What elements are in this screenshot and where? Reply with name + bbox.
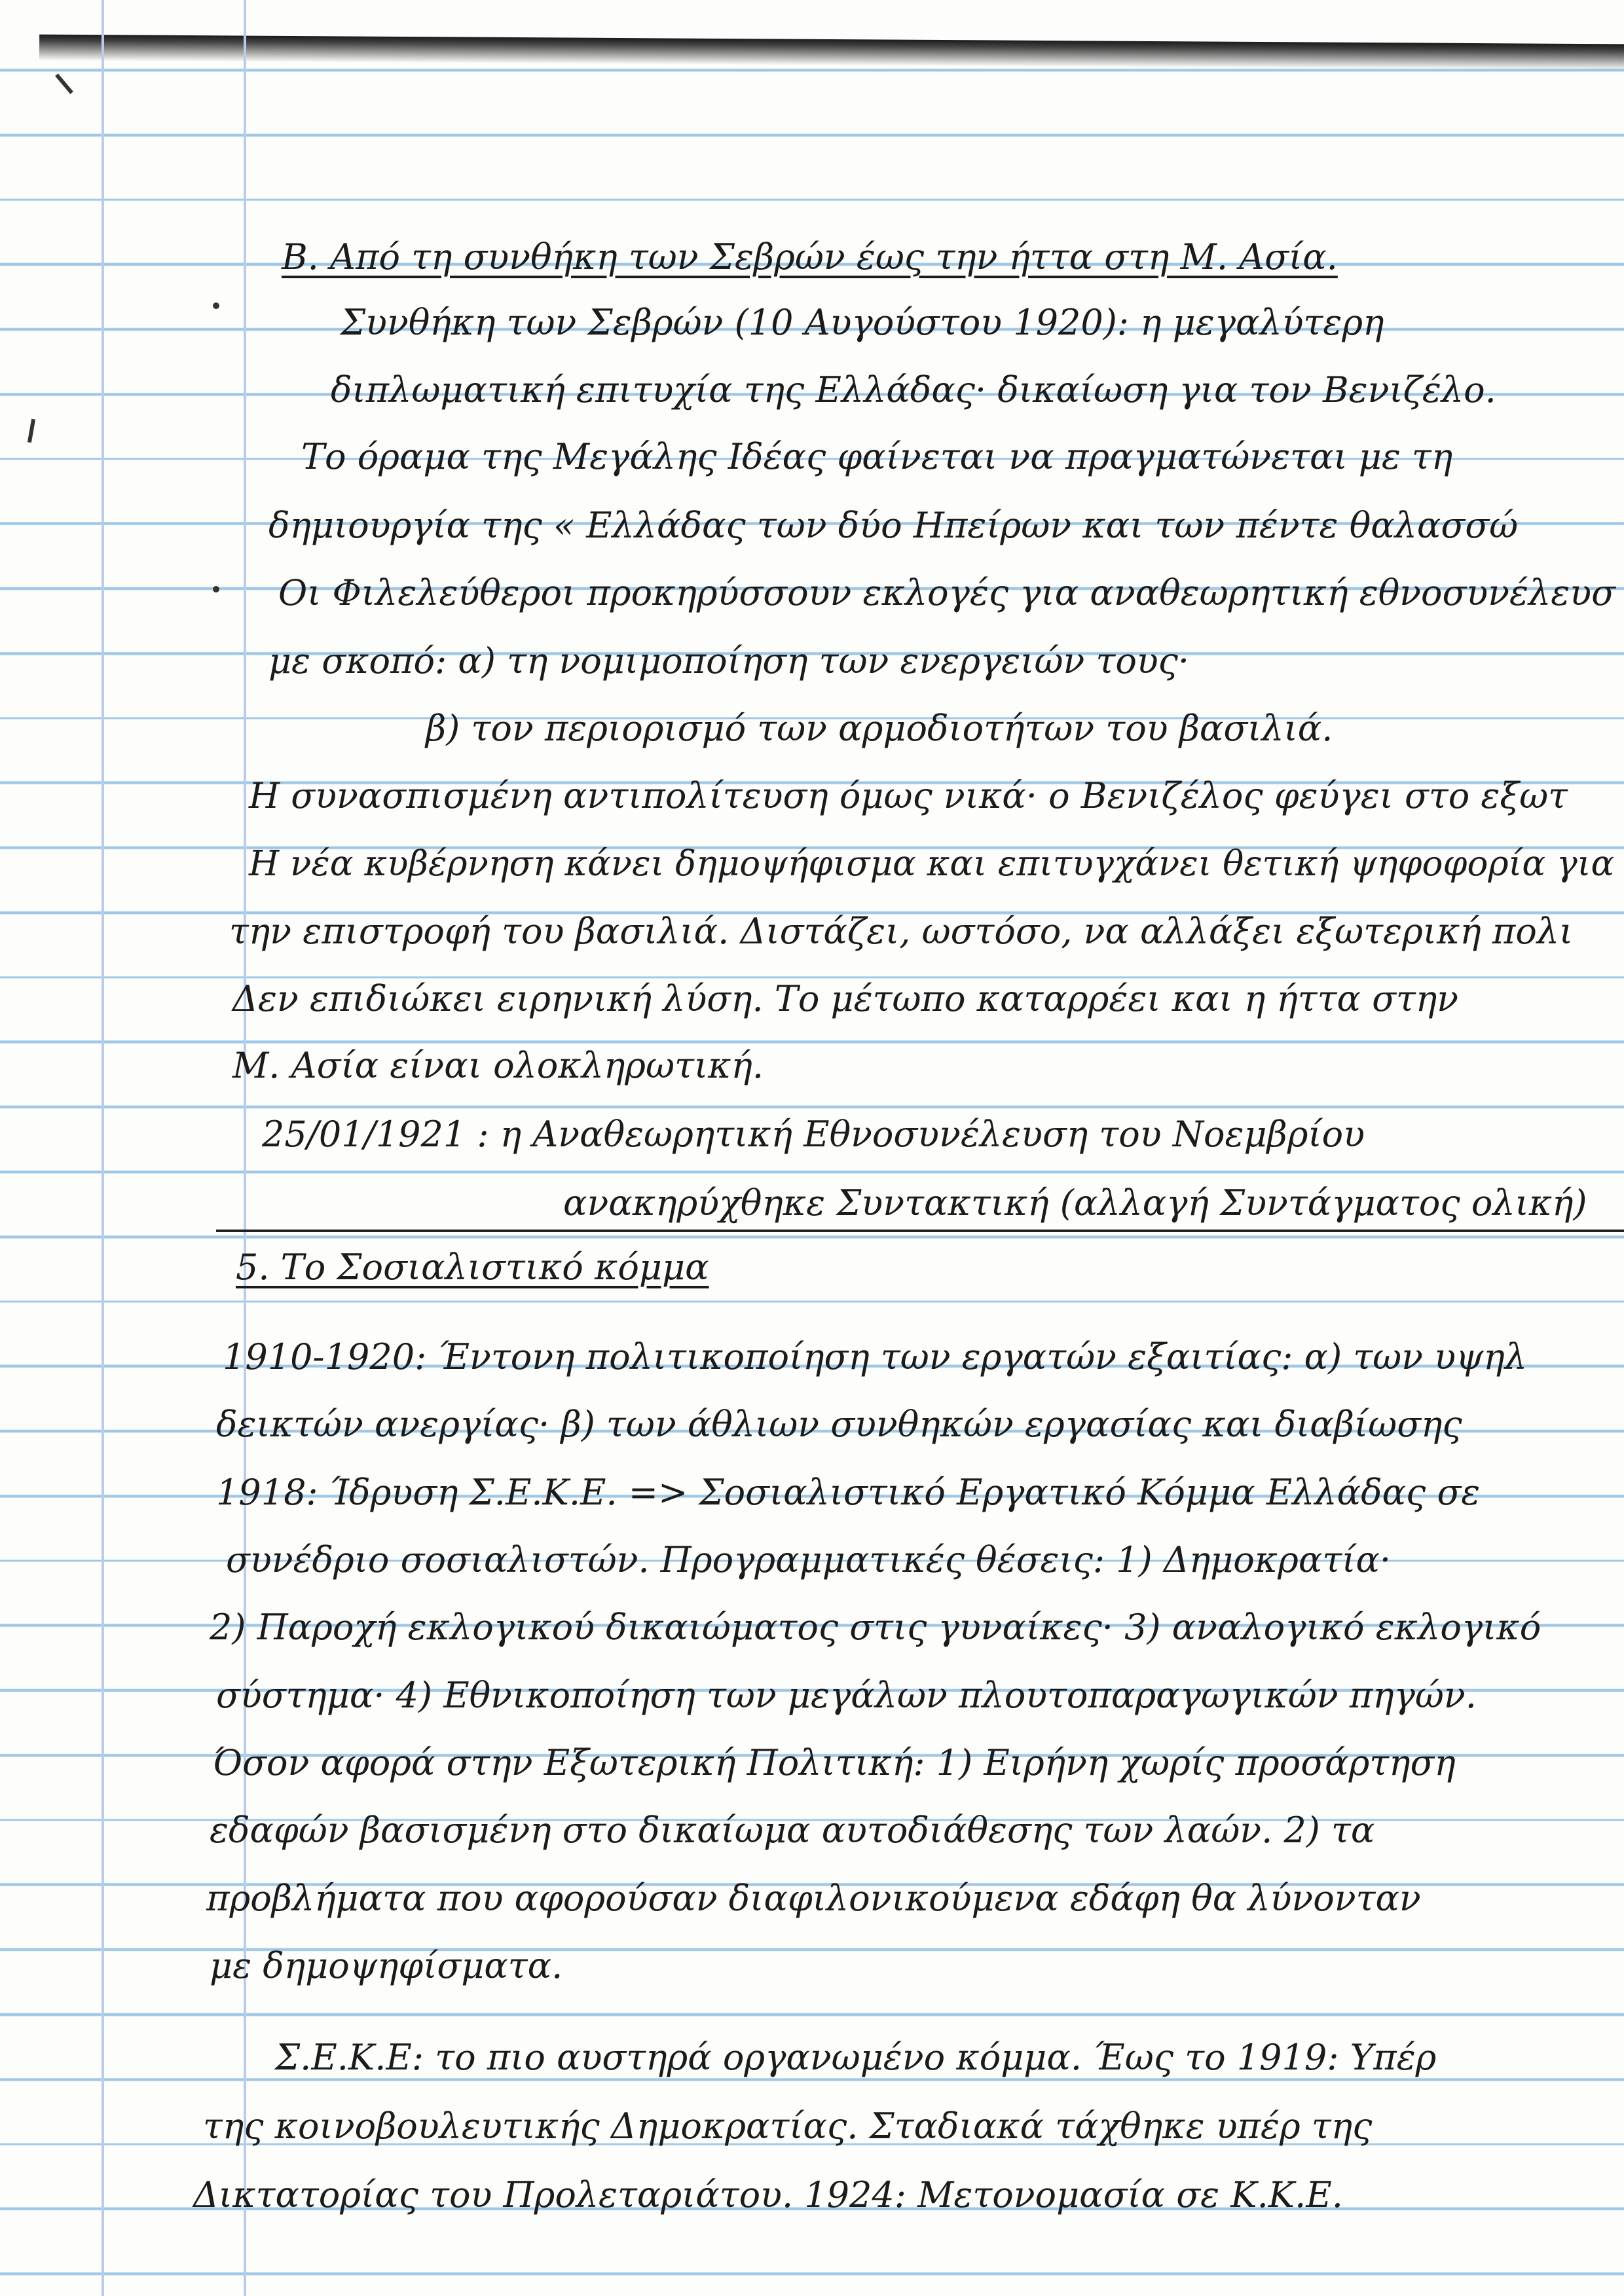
note-line: με δημοψηφίσματα.: [210, 1945, 563, 1986]
note-line: Μ. Ασία είναι ολοκληρωτική.: [232, 1045, 764, 1086]
note-line: της κοινοβουλευτικής Δημοκρατίας. Σταδιακά τάχθηκε υπέρ της: [203, 2105, 1373, 2147]
note-line: Η συνασπισμένη αντιπολίτευση όμως νικά· ο Βενιζέλος φεύγει στο εξωτ: [249, 775, 1568, 816]
note-line: ανακηρύχθηκε Συντακτική (αλλαγή Συντάγματος ολική): [563, 1182, 1587, 1224]
note-line: δεικτών ανεργίας· β) των άθλιων συνθηκών εργασίας και διαβίωσης: [216, 1404, 1462, 1445]
note-line: Οι Φιλελεύθεροι προκηρύσσουν εκλογές για αναθεωρητική εθνοσυνέλευσ: [278, 572, 1615, 613]
note-line: δημιουργία της « Ελλάδας των δύο Ηπείρων και των πέντε θαλασσώ: [268, 505, 1519, 546]
note-line: Συνθήκη των Σεβρών (10 Αυγούστου 1920): η μεγαλύτερη: [341, 302, 1384, 343]
note-line: 1910-1920: Έντονη πολιτικοποίηση των εργατών εξαιτίας: α) των υψηλ: [223, 1336, 1527, 1377]
note-line: Όσον αφορά στην Εξωτερική Πολιτική: 1) Ειρήνη χωρίς προσάρτηση: [213, 1742, 1456, 1783]
note-line: σύστημα· 4) Εθνικοποίηση των μεγάλων πλουτοπαραγωγικών πηγών.: [216, 1675, 1477, 1716]
note-line: Το όραμα της Μεγάλης Ιδέας φαίνεται να πραγματώνεται με τη: [301, 436, 1453, 477]
section-heading: 5. Το Σοσιαλιστικό κόμμα: [236, 1247, 709, 1288]
note-line: με σκοπό: α) τη νομιμοποίηση των ενεργειών τους·: [268, 640, 1190, 682]
note-line: Δεν επιδιώκει ειρηνική λύση. Το μέτωπο καταρρέει και η ήττα στην: [232, 978, 1459, 1019]
note-line: συνέδριο σοσιαλιστών. Προγραμματικές θέσεις: 1) Δημοκρατία·: [226, 1539, 1392, 1580]
note-line: εδαφών βασισμένη στο δικαίωμα αυτοδιάθεσης των λαών. 2) τα: [210, 1810, 1375, 1851]
note-line: διπλωματική επιτυχία της Ελλάδας· δικαίωση για τον Βενιζέλο.: [331, 369, 1496, 410]
divider-line: [216, 1230, 1624, 1232]
note-line: Η νέα κυβέρνηση κάνει δημοψήφισμα και επιτυγχάνει θετική ψηφοφορία για: [249, 844, 1615, 884]
note-line: Δικτατορίας του Προλεταριάτου. 1924: Μετονομασία σε Κ.Κ.Ε.: [193, 2174, 1343, 2215]
note-line: 2) Παροχή εκλογικού δικαιώματος στις γυναίκες· 3) αναλογικό εκλογικό: [210, 1607, 1541, 1648]
note-line: 1918: Ίδρυση Σ.Ε.Κ.Ε. => Σοσιαλιστικό Εργατικό Κόμμα Ελλάδας σε: [216, 1472, 1481, 1513]
note-line: προβλήματα που αφορούσαν διαφιλονικούμενα εδάφη θα λύνονταν: [206, 1878, 1421, 1919]
note-line: 25/01/1921 : η Αναθεωρητική Εθνοσυνέλευση του Νοεμβρίου: [262, 1114, 1365, 1155]
note-line: την επιστροφή του βασιλιά. Διστάζει, ωστόσο, να αλλάξει εξωτερική πολι: [229, 911, 1574, 952]
note-line: β) τον περιορισμό των αρμοδιοτήτων του βασιλιά.: [426, 708, 1333, 749]
note-line: Σ.Ε.Κ.Ε: το πιο αυστηρά οργανωμένο κόμμα. Έως το 1919: Υπέρ: [275, 2037, 1437, 2078]
section-heading: Β. Από τη συνθήκη των Σεβρών έως την ήττα στη Μ. Ασία.: [282, 236, 1338, 278]
